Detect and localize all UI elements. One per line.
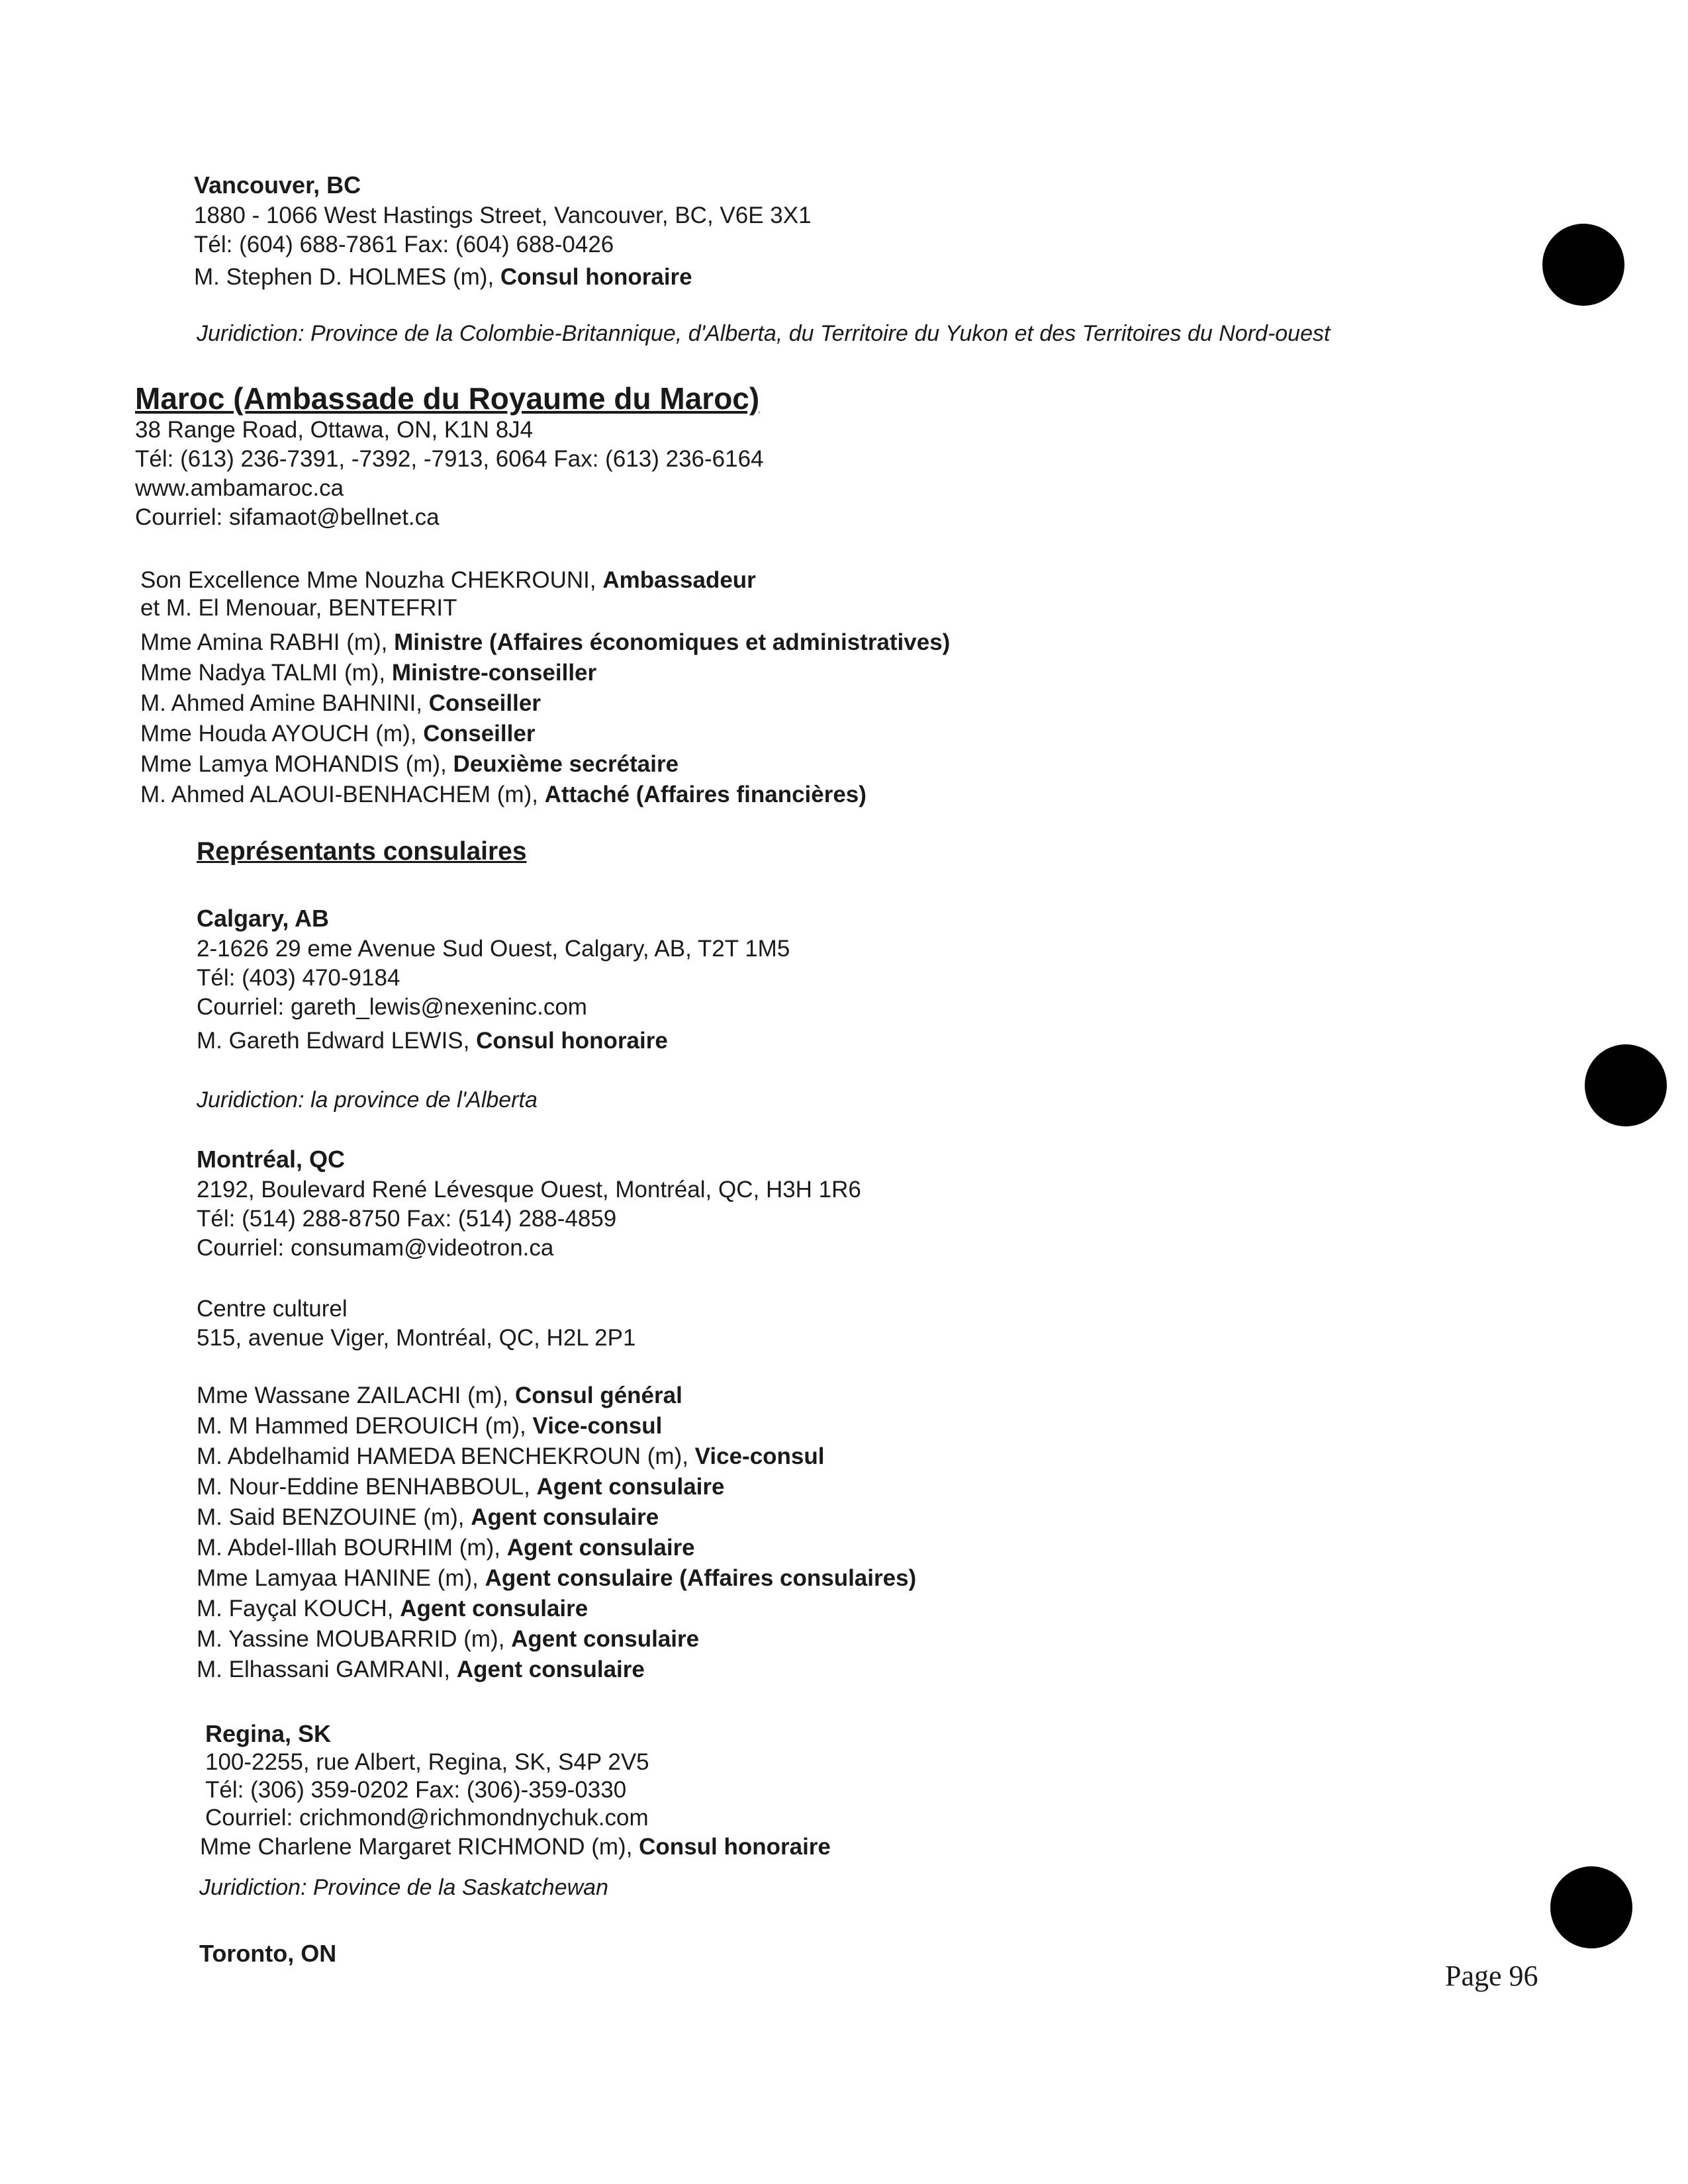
staff-entry — [140, 780, 950, 810]
staff-entry — [140, 719, 950, 749]
email-link[interactable]: Courriel: gareth_lewis@nexeninc.com — [197, 994, 587, 1020]
jurisdiction: Juridiction: Province de la Colombie-Britannique, d'Alberta, du Territoire du Yukon et des Territoires du Nord-ouest — [197, 321, 1331, 346]
address: 2192, Boulevard René Lévesque Ouest, Montréal, QC, H3H 1R6 — [197, 1177, 861, 1203]
staff-entry — [140, 749, 950, 780]
staff-title: Vice-consul — [694, 1443, 825, 1469]
staff-entry — [197, 1624, 916, 1655]
address: 1880 - 1066 West Hastings Street, Vancouver, BC, V6E 3X1 — [194, 203, 812, 228]
staff-entry — [197, 1594, 916, 1624]
city-heading: Calgary, AB — [197, 905, 330, 932]
phone: Tél: (403) 470-9184 — [197, 965, 400, 991]
staff-entry — [197, 1411, 916, 1441]
staff-name: M. Stephen D. HOLMES (m), — [194, 264, 500, 290]
staff-entry — [140, 688, 950, 719]
staff-name: M. Yassine MOUBARRID (m), — [197, 1626, 512, 1652]
city-heading: Regina, SK — [205, 1720, 332, 1747]
calgary-block — [197, 903, 790, 1056]
staff-name: M. Gareth Edward LEWIS, — [197, 1028, 477, 1054]
staff-title: Agent consulaire — [511, 1626, 700, 1652]
punch-hole-bottom — [1550, 1866, 1632, 1948]
staff-name: Mme Lamyaa HANINE (m), — [197, 1565, 485, 1591]
phone-fax: Tél: (604) 688-7861 Fax: (604) 688-0426 — [194, 232, 614, 257]
country-heading: Maroc (Ambassade du Royaume du Maroc) — [135, 381, 760, 416]
staff-title: Agent consulaire — [400, 1596, 588, 1621]
staff-name: Mme Amina RABHI (m), — [140, 629, 395, 655]
staff-name: et M. El Menouar, BENTEFRIT — [140, 595, 457, 621]
staff-entry — [197, 1563, 916, 1594]
address: 38 Range Road, Ottawa, ON, K1N 8J4 — [135, 417, 534, 443]
staff-name: Mme Nadya TALMI (m), — [140, 660, 392, 686]
montreal-block — [197, 1144, 861, 1263]
montreal-staff-list — [197, 1381, 916, 1685]
staff-title: Conseiller — [423, 721, 536, 747]
website-link[interactable]: www.ambamaroc.ca — [135, 475, 344, 501]
staff-name: M. Elhassani GAMRANI, — [197, 1657, 457, 1682]
staff-title: Vice-consul — [532, 1413, 663, 1439]
staff-title: Attaché (Affaires financières) — [544, 782, 867, 807]
staff-title: Deuxième secrétaire — [453, 751, 679, 777]
staff-entry — [140, 567, 950, 594]
city-heading: Vancouver, BC — [194, 171, 361, 199]
jurisdiction: Juridiction: Province de la Saskatchewan — [199, 1875, 608, 1900]
staff-name: Mme Charlene Margaret RICHMOND (m), — [200, 1834, 639, 1860]
staff-entry — [140, 594, 950, 622]
vancouver-block — [194, 169, 812, 293]
punch-hole-middle — [1585, 1044, 1667, 1126]
staff-entry — [200, 1832, 831, 1862]
email-link[interactable]: Courriel: crichmond@richmondnychuk.com — [205, 1805, 649, 1831]
punch-hole-top — [1542, 224, 1624, 306]
centre-label: Centre culturel — [197, 1296, 348, 1322]
staff-name: M. Abdel-Illah BOURHIM (m), — [197, 1535, 507, 1561]
staff-name: M. Ahmed ALAOUI-BENHACHEM (m), — [140, 782, 545, 807]
staff-entry — [197, 1533, 916, 1563]
phone-fax: Tél: (613) 236-7391, -7392, -7913, 6064 Fax: (613) 236-6164 — [135, 446, 764, 472]
city-heading: Montréal, QC — [197, 1146, 346, 1173]
email-link[interactable]: Courriel: sifamaot@bellnet.ca — [135, 504, 440, 530]
staff-name: Mme Wassane ZAILACHI (m), — [197, 1383, 515, 1408]
jurisdiction: Juridiction: la province de l'Alberta — [197, 1087, 538, 1113]
staff-name: Mme Lamya MOHANDIS (m), — [140, 751, 453, 777]
staff-entry — [197, 1655, 916, 1685]
staff-title: Agent consulaire — [456, 1657, 645, 1682]
staff-title: Agent consulaire — [536, 1474, 725, 1500]
staff-entry — [197, 1472, 916, 1502]
regina-block — [200, 1719, 831, 1862]
staff-title: Consul honoraire — [500, 264, 692, 290]
staff-name: M. Nour-Eddine BENHABBOUL, — [197, 1474, 537, 1500]
city-heading: Toronto, ON — [199, 1940, 337, 1967]
phone-fax: Tél: (306) 359-0202 Fax: (306)-359-0330 — [205, 1777, 627, 1803]
centre-address: 515, avenue Viger, Montréal, QC, H2L 2P1 — [197, 1325, 636, 1351]
address: 100-2255, rue Albert, Regina, SK, S4P 2V5 — [205, 1749, 649, 1775]
embassy-contact — [135, 416, 764, 532]
staff-title: Agent consulaire — [506, 1535, 695, 1561]
staff-entry — [194, 262, 812, 293]
staff-name: Son Excellence Mme Nouzha CHEKROUNI, — [140, 567, 603, 593]
staff-name: M. Fayçal KOUCH, — [197, 1596, 400, 1621]
staff-entry — [197, 1502, 916, 1533]
staff-title: Consul honoraire — [476, 1028, 668, 1054]
address: 2-1626 29 eme Avenue Sud Ouest, Calgary, AB, T2T 1M5 — [197, 936, 790, 962]
staff-title: Ministre (Affaires économiques et administratives) — [394, 629, 951, 655]
staff-title: Consul honoraire — [639, 1834, 831, 1860]
page-number: Page 96 — [1445, 1960, 1538, 1992]
staff-entry — [197, 1026, 790, 1056]
staff-entry — [197, 1441, 916, 1472]
staff-title: Ministre-conseiller — [391, 660, 597, 686]
staff-name: M. Ahmed Amine BAHNINI, — [140, 690, 429, 716]
staff-name: M. M Hammed DEROUICH (m), — [197, 1413, 533, 1439]
staff-title: Agent consulaire (Affaires consulaires) — [485, 1565, 917, 1591]
staff-title: Consul général — [515, 1383, 682, 1408]
staff-name: M. Said BENZOUINE (m), — [197, 1504, 471, 1530]
staff-title: Agent consulaire — [471, 1504, 659, 1530]
embassy-staff-list — [140, 567, 950, 810]
staff-name: Mme Houda AYOUCH (m), — [140, 721, 424, 747]
staff-entry — [140, 658, 950, 688]
cultural-centre-block — [197, 1295, 635, 1353]
phone-fax: Tél: (514) 288-8750 Fax: (514) 288-4859 — [197, 1206, 617, 1232]
staff-title: Conseiller — [428, 690, 541, 716]
staff-title: Ambassadeur — [602, 567, 756, 593]
staff-entry — [140, 627, 950, 658]
staff-name: M. Abdelhamid HAMEDA BENCHEKROUN (m), — [197, 1443, 695, 1469]
section-heading: Représentants consulaires — [197, 837, 527, 866]
email-link[interactable]: Courriel: consumam@videotron.ca — [197, 1235, 554, 1261]
staff-entry — [197, 1381, 916, 1411]
